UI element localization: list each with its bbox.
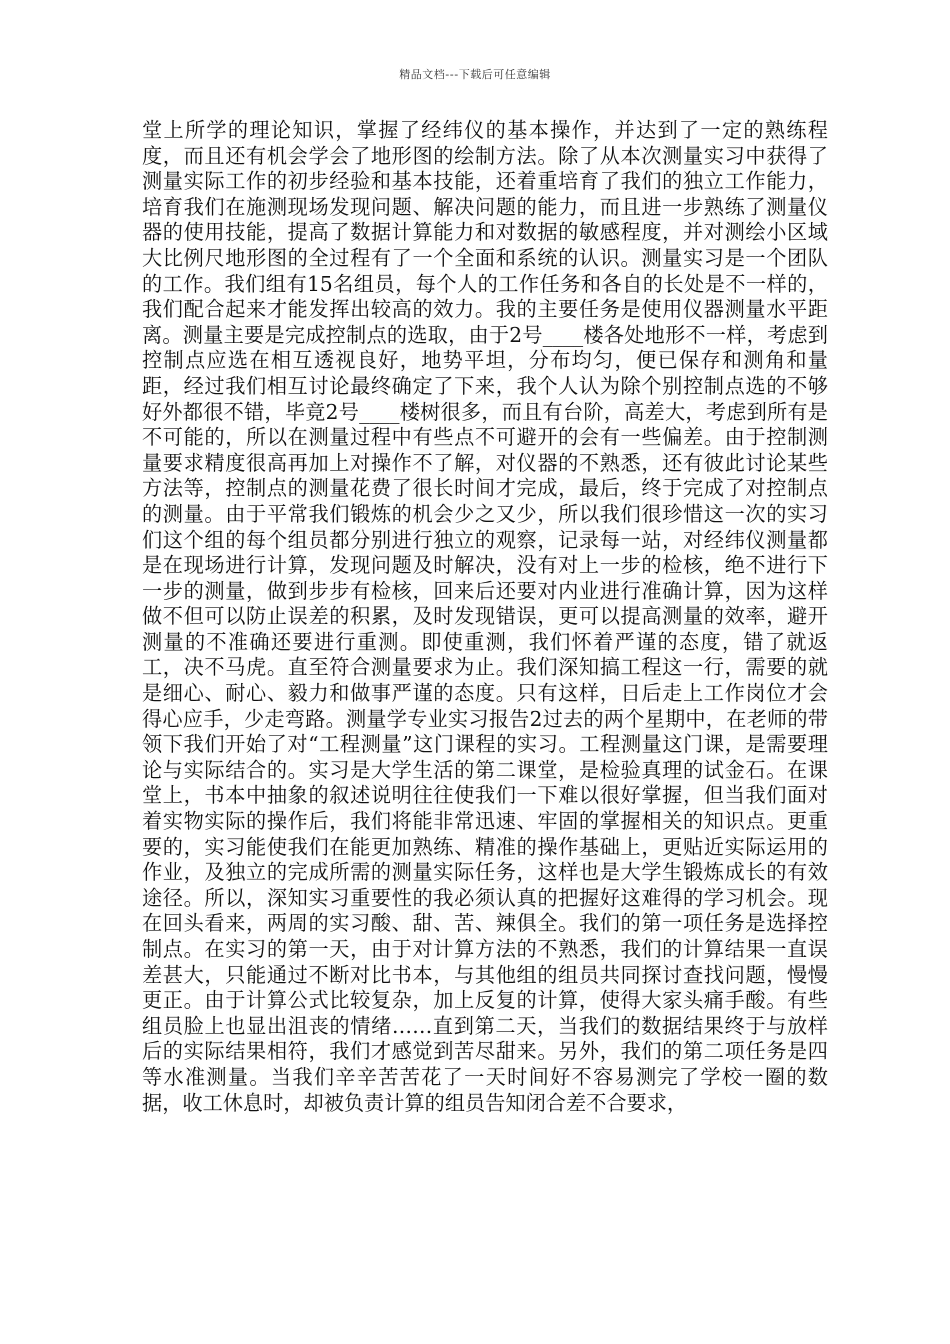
body-paragraph: 堂上所学的理论知识，掌握了经纬仪的基本操作，并达到了一定的熟练程度，而且还有机会学会了地形图的绘制方法。除了从本次测量实习中获得了测量实际工作的初步经验和基本技能，还着重培育了我们的独立工作能力，培育我们在施测现场发现问题、解决问题的能力，而且进一步熟练了测量仪器的使用技能，提高了数据计算能力和对数据的敏感程度，并对测绘小区域大比例尺地形图的全过程有了一个全面和系统的认识。测量实习是一个团队的工作。我们组有15名组员，每个人的工作任务和各自的长处是不一样的，我们配合起来才能发挥出较高的效力。我的主要任务是使用仪器测量水平距离。测量主要是完成控制点的选取，由于2号____楼各处地形不一样，考虑到控制点应选在相互透视良好，地势平坦，分布均匀，便已保存和测角和量距，经过我们相互讨论最终确定了下来，我个人认为除个别控制点选的不够好外都很不错，毕竟2号____楼树很多，而且有台阶，高差大，考虑到所有是不可能的，所以在测量过程中有些点不可避开的会有一些偏差。由于控制测量要求精度很高再加上对操作不了解，对仪器的不熟悉，还有彼此讨论某些方法等，控制点的测量花费了很长时间才完成，最后，终于完成了对控制点的测量。由于平常我们锻炼的机会少之又少，所以我们很珍惜这一次的实习们这个组的每个组员都分别进行独立的观察，记录每一站，对经纬仪测量都是在现场进行计算，发现问题及时解决，没有对上一步的检核，绝不进行下一步的测量，做到步步有检核，回来后还要对内业进行准确计算，因为这样做不但可以防止误差的积累，及时发现错误，更可以提高测量的效率，避开测量的不准确还要进行重测。即使重测，我们怀着严谨的态度，错了就返工，决不马虎。直至符合测量要求为止。我们深知搞工程这一行，需要的就是细心、耐心、毅力和做事严谨的态度。只有这样，日后走上工作岗位才会得心应手，少走弯路。测量学专业实习报告2过去的两个星期中，在老师的带领下我们开始了对“工程测量”这门课程的实习。工程测量这门课，是需要理论与实际结合的。实习是大学生活的第二课堂，是检验真理的试金石。在课堂上，书本中抽象的叙述说明往往使我们一下难以很好掌握，但当我们面对着实物实际的操作后，我们将能非常迅速、牢固的掌握相关的知识点。更重要的，实习能使我们在能更加熟练、精准的操作基础上，更贴近实际运用的作业，及独立的完成所需的测量实际任务，这样也是大学生锻炼成长的有效途径。所以，深知实习重要性的我必须认真的把握好这难得的学习机会。现在回头看来，两周的实习酸、甜、苦、辣俱全。我们的第一项任务是选择控制点。在实习的第一天，由于对计算方法的不熟悉，我们的计算结果一直误差甚大，只能通过不断对比书本，与其他组的组员共同探讨查找问题，慢慢更正。由于计算公式比较复杂，加上反复的计算，使得大家头痛手酸。有些组员脸上也显出沮丧的情绪……直到第二天，当我们的数据结果终于与放样后的实际结果相符，我们才感觉到苦尽甜来。另外，我们的第二项任务是四等水准测量。当我们辛辛苦苦花了一天时间好不容易测完了学校一圈的数据，收工休息时，却被负责计算的组员告知闭合差不合要求， [142, 118, 828, 1115]
page-header: 精品文档---下载后可任意编辑 [399, 68, 551, 81]
